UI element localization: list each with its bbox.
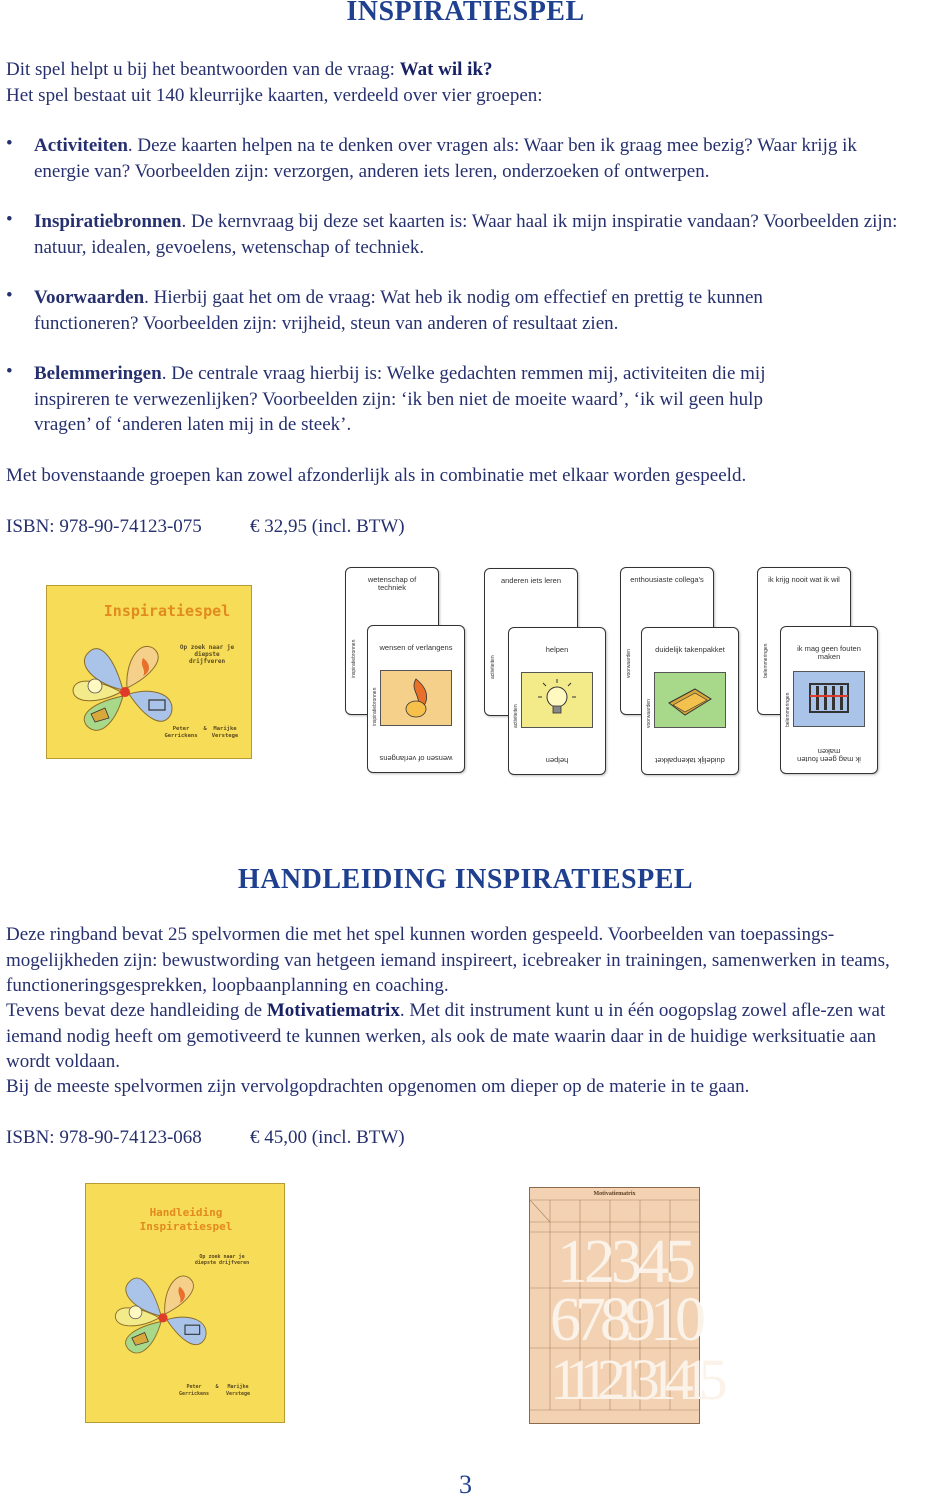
intro-text: Dit spel helpt u bij het beantwoorden van de vraag: [6, 59, 400, 80]
flower-logo-icon [108, 1264, 218, 1368]
section-title-inspiratiespel: INSPIRATIESPEL [346, 0, 585, 27]
bullet-text: . Deze kaarten helpen na te denken over vragen als: Waar ben ik graag mee bezig? Waar krijg ik energie van? Voorbeelden zijn: verzorgen, anderen iets leren, onderzoeken of ontwerpen. [34, 135, 857, 182]
bullet-term: Belemmeringen [34, 363, 162, 384]
card-back-label: wetenschap of techniek [367, 575, 417, 592]
card-illustration [521, 672, 593, 728]
handleiding-binder-cover [85, 1183, 285, 1423]
card-illustration [380, 670, 452, 726]
card-front-label-inverted: duidelijk takenpakket [655, 756, 725, 765]
page-number: 3 [459, 1470, 472, 1499]
matrix-title: Motivatiematrix [593, 1191, 636, 1197]
card-back-side-label: inspiratiebronnen [351, 639, 357, 678]
matrix-row-3: 1112131415 [550, 1347, 716, 1412]
handleiding-paragraph-3: Bij de meeste spelvormen zijn vervolgopdrachten opgenomen om dieper op de materie in te gaan. [6, 1076, 750, 1097]
card-illustration [654, 672, 726, 728]
bullet-dot: • [6, 209, 13, 230]
card-front-side-label: activiteiten [513, 704, 519, 728]
cover-author-2: Marijke Verstege [225, 1384, 251, 1397]
card-front-label-inverted: wensen of verlangens [379, 754, 453, 763]
card-back-side-label: activiteiten [490, 655, 496, 679]
card-front-label-inverted: ik mag geen fouten maken [797, 747, 861, 764]
bullet-term: Inspiratiebronnen [34, 211, 182, 232]
inspiratiespel-box-cover [46, 585, 252, 759]
bullet-term: Activiteiten [34, 135, 128, 156]
flame-icon [381, 671, 451, 723]
card-back-label: ik krijg nooit wat ik wil [768, 575, 840, 584]
abacus-icon [794, 672, 864, 724]
bullet-inspiratiebronnen [34, 209, 914, 260]
price-1: € 32,95 (incl. BTW) [250, 516, 405, 537]
card-illustration [793, 671, 865, 727]
card-back-label: anderen iets leren [500, 576, 562, 585]
bullet-activiteiten [34, 133, 914, 184]
card-back-label: enthousiaste collega's [630, 575, 704, 584]
card-front [641, 627, 739, 775]
isbn-1: ISBN: 978-90-74123-075 [6, 516, 202, 537]
cover-subtitle: Op zoek naar je diepste drijfveren [179, 644, 235, 665]
bullet-belemmeringen [34, 361, 824, 438]
card-front [508, 627, 606, 775]
cover-author-1: Peter Gerrickens [164, 726, 198, 739]
bullet-text: . De kernvraag bij deze set kaarten is: Waar haal ik mijn inspiratie vandaan? Voorbeelden zijn: natuur, idealen, gevoelens, wetenschap of techniek. [34, 211, 898, 258]
isbn-2: ISBN: 978-90-74123-068 [6, 1127, 202, 1148]
closing-sentence: Met bovenstaande groepen kan zowel afzonderlijk als in combinatie met elkaar worden gespeeld. [6, 465, 747, 486]
card-front-label: helpen [545, 645, 569, 654]
bullet-text: . Hierbij gaat het om de vraag: Wat heb ik nodig om effectief en prettig te kunnen functioneren? Voorbeelden zijn: vrijheid, steun van anderen of resultaat zien. [34, 287, 763, 334]
p2-text: Tevens bevat deze handleiding de [6, 1000, 267, 1021]
card-front-label: wensen of verlangens [379, 643, 453, 652]
papers-icon [655, 673, 725, 725]
p2-text-end: . Met dit instrument kunt u in één oogopslag zowel afle-zen wat iemand nodig heeft om gemotiveerd te kunnen werken, als ook de mate waarin daar in de huidige werksituatie aan wordt voldaan. [6, 1000, 886, 1072]
cover-title [106, 1206, 266, 1234]
intro-paragraph [6, 57, 916, 108]
card-front-label: ik mag geen fouten maken [797, 644, 861, 661]
matrix-row-1: 12345 [557, 1228, 692, 1296]
cover-author-1: Peter Gerrickens [178, 1384, 210, 1397]
cover-subtitle: Op zoek naar je diepste drijfveren [194, 1254, 250, 1266]
card-front [780, 626, 878, 774]
card-back-side-label: voorwaarden [626, 649, 632, 678]
cover-ampersand: & [203, 726, 207, 732]
section-title-handleiding: HANDLEIDING INSPIRATIESPEL [237, 864, 694, 895]
cover-author-2: Marijke Verstege [211, 726, 239, 739]
bullet-voorwaarden [34, 285, 849, 336]
cover-title: Inspiratiespel [103, 602, 231, 620]
cover-title-line-2: Inspiratiespel [139, 1220, 233, 1233]
handleiding-paragraph-1: Deze ringband bevat 25 spelvormen die met het spel kunnen worden gespeeld. Voorbeelden van toepassings-mogelijkheden zijn: bewustwording van hetgeen iemand inspireert, icebreaker in trainingen, samenwerken in teams, functioneringsgesprekken, loopbaanplanning en coaching. [6, 924, 890, 996]
bullet-text: . De centrale vraag hierbij is: Welke gedachten remmen mij, activiteiten die mij inspireren te verwezenlijken? Voorbeelden zijn: ‘ik ben niet de moeite waard’, ‘ik wil geen hulp vragen’ of ‘anderen laten mij in de steek’. [34, 363, 766, 435]
motivatiematrix-term: Motivatiematrix [266, 1000, 400, 1021]
card-front-side-label: belemmeringen [785, 692, 791, 727]
matrix-row-2: 678910 [550, 1286, 700, 1354]
intro-question: Wat wil ik? [399, 59, 493, 80]
bulb-icon [522, 673, 592, 725]
bullet-dot: • [6, 285, 13, 306]
card-front-label: duidelijk takenpakket [655, 645, 725, 654]
motivatiematrix-sheet [529, 1187, 716, 1424]
bullet-term: Voorwaarden [34, 287, 145, 308]
bullet-dot: • [6, 361, 13, 382]
cover-ampersand: & [215, 1384, 219, 1390]
price-2: € 45,00 (incl. BTW) [250, 1127, 405, 1148]
handleiding-paragraph-2 [6, 998, 916, 1075]
bullet-dot: • [6, 133, 13, 154]
card-front-side-label: voorwaarden [646, 699, 652, 728]
card-front [367, 625, 465, 773]
card-front-side-label: inspiratiebronnen [372, 687, 378, 726]
card-front-label-inverted: helpen [545, 756, 569, 765]
cover-title-line-1: Handleiding [149, 1206, 223, 1219]
card-back-side-label: belemmeringen [763, 643, 769, 678]
intro-line-2: Het spel bestaat uit 140 kleurrijke kaarten, verdeeld over vier groepen: [6, 84, 543, 106]
